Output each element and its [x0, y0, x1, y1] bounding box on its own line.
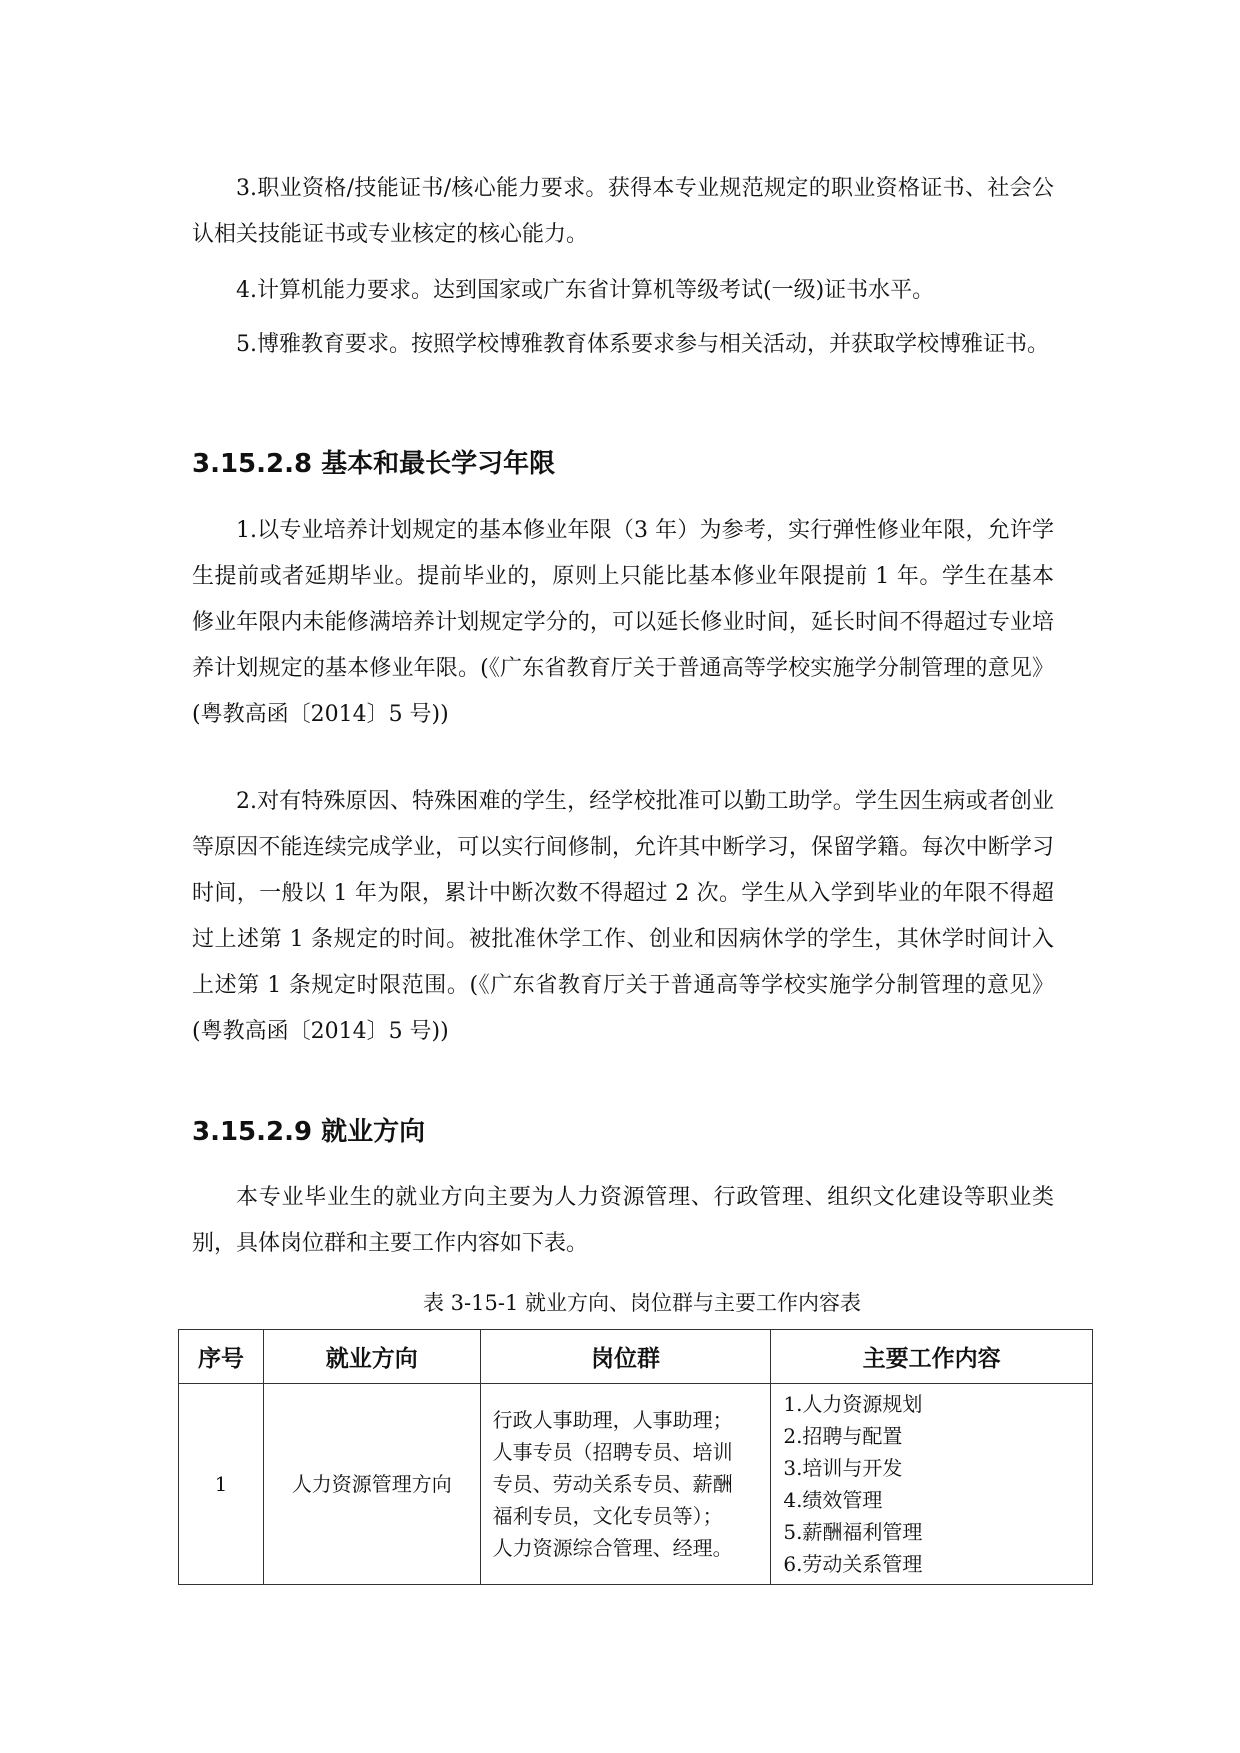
section-heading-study-duration: 3.15.2.8 基本和最长学习年限 [192, 449, 556, 479]
paragraph-computer-requirement: 4.计算机能力要求。达到国家或广东省计算机等级考试(一级)证书水平。 [236, 278, 935, 303]
role-line: 人事专员（招聘专员、培训 [492, 1440, 733, 1464]
header-main-duties: 主要工作内容 [771, 1330, 1093, 1384]
cell-main-duties [771, 1384, 1093, 1585]
role-line: 人力资源综合管理、经理。 [492, 1536, 733, 1560]
cell-role-group [480, 1384, 771, 1585]
duty-item: 6.劳动关系管理 [783, 1552, 923, 1576]
duty-item: 3.培训与开发 [783, 1456, 903, 1480]
header-direction: 就业方向 [263, 1330, 480, 1384]
section-heading-employment-direction: 3.15.2.9 就业方向 [192, 1117, 426, 1147]
duty-item: 4.绩效管理 [783, 1488, 883, 1512]
duty-item: 1.人力资源规划 [783, 1392, 923, 1416]
header-index: 序号 [179, 1330, 264, 1384]
paragraph-employment-overview: 本专业毕业生的就业方向主要为人力资源管理、行政管理、组织文化建设等职业类别，具体岗位群和主要工作内容如下表。 [192, 1185, 1054, 1256]
table-row [179, 1384, 1093, 1585]
cell-index: 1 [179, 1384, 264, 1585]
table-caption: 表 3-15-1 就业方向、岗位群与主要工作内容表 [423, 1291, 861, 1315]
paragraph-suspension-rules: 2.对有特殊原因、特殊困难的学生，经学校批准可以勤工助学。学生因生病或者创业等原因不能连续完成学业，可以实行间修制，允许其中断学习，保留学籍。每次中断学习时间，一般以 1 年为限，累计中断次数不得超过 2 次。学生从入学到毕业的年限不得超过上述第 1 条规定的时间。被批准休学工作、创业和因病休学的学生，其休学时间计入上述第 1 条规定时限范围。(《广东省教育厅关于普通高等学校实施学分制管理的意见》(粤教高函〔2014〕5 号)) [192, 789, 1054, 1044]
cell-direction: 人力资源管理方向 [263, 1384, 480, 1585]
paragraph-liberal-education-requirement: 5.博雅教育要求。按照学校博雅教育体系要求参与相关活动，并获取学校博雅证书。 [236, 332, 1049, 357]
duty-item: 5.薪酬福利管理 [783, 1520, 923, 1544]
paragraph-certificate-requirement: 3.职业资格/技能证书/核心能力要求。获得本专业规范规定的职业资格证书、社会公认相关技能证书或专业核定的核心能力。 [192, 176, 1054, 247]
employment-table [178, 1329, 1093, 1585]
role-line: 行政人事助理，人事助理； [492, 1408, 733, 1432]
paragraph-flexible-duration: 1.以专业培养计划规定的基本修业年限（3 年）为参考，实行弹性修业年限，允许学生提前或者延期毕业。提前毕业的，原则上只能比基本修业年限提前 1 年。学生在基本修业年限内未能修满培养计划规定学分的，可以延长修业时间，延长时间不得超过专业培养计划规定的基本修业年限。(《广东省教育厅关于普通高等学校实施学分制管理的意见》(粤教高函〔2014〕5 号)) [192, 518, 1054, 727]
table-header-row [179, 1330, 1093, 1384]
duty-item: 2.招聘与配置 [783, 1424, 903, 1448]
header-role-group: 岗位群 [480, 1330, 771, 1384]
role-line: 福利专员，文化专员等）； [492, 1504, 723, 1528]
role-line: 专员、劳动关系专员、薪酬 [492, 1472, 733, 1496]
